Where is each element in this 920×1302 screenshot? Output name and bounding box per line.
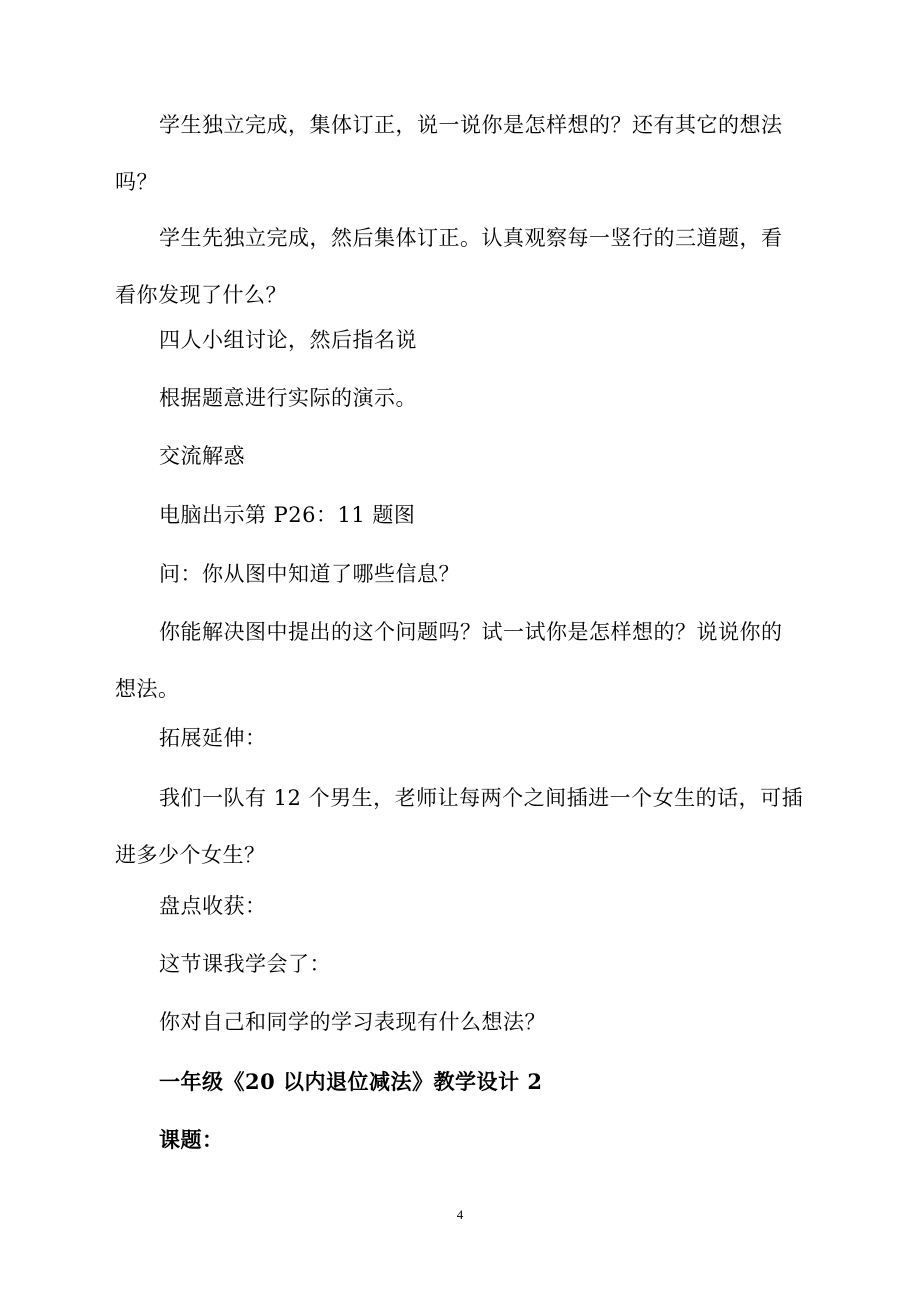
subheading-topic (115, 1111, 805, 1168)
paragraph-line: 问：你从图中知道了哪些信息？ (159, 562, 460, 586)
paragraph-1 (115, 97, 805, 211)
paragraph-5 (115, 428, 805, 485)
paragraph-11 (115, 878, 805, 935)
paragraph-line: 你能解决图中提出的这个问题吗？试一试你是怎样想的？说说你的 (159, 620, 783, 644)
section-heading (115, 1053, 805, 1110)
paragraph-line: 我们一队有 12 个男生，老师让每两个之间插进一个女生的话，可插 (159, 786, 804, 810)
paragraph-line: 学生独立完成，集体订正，说一说你是怎样想的？还有其它的想法 (159, 113, 783, 137)
paragraph-6 (115, 487, 805, 544)
paragraph-line: 想法。 (115, 677, 180, 701)
paragraph-8 (115, 604, 805, 718)
paragraph-line: 进多少个女生？ (115, 843, 266, 867)
heading-line: 课题： (159, 1127, 224, 1152)
paragraph-4 (115, 370, 805, 427)
paragraph-13 (115, 994, 805, 1051)
paragraph-line: 吗？ (115, 170, 158, 194)
paragraph-line: 交流解惑 (159, 444, 245, 468)
heading-line: 一年级《20 以内退位减法》教学设计 2 (159, 1069, 543, 1094)
paragraph-line: 你对自己和同学的学习表现有什么想法？ (159, 1010, 546, 1034)
paragraph-9 (115, 710, 805, 767)
paragraph-line: 看你发现了什么？ (115, 283, 287, 307)
paragraph-line: 根据题意进行实际的演示。 (159, 386, 417, 410)
paragraph-3 (115, 312, 805, 369)
paragraph-2 (115, 210, 805, 324)
paragraph-line: 这节课我学会了： (159, 952, 331, 976)
paragraph-line: 学生先独立完成，然后集体订正。认真观察每一竖行的三道题，看 (159, 226, 783, 250)
paragraph-line: 拓展延伸： (159, 726, 267, 750)
paragraph-7 (115, 546, 805, 603)
paragraph-line: 电脑出示第 P26：11 题图 (159, 503, 416, 527)
paragraph-line: 盘点收获： (159, 894, 267, 918)
paragraph-12 (115, 936, 805, 993)
page-number: 4 (456, 1207, 464, 1222)
paragraph-line: 四人小组讨论，然后指名说 (159, 328, 417, 352)
paragraph-10 (115, 770, 805, 884)
